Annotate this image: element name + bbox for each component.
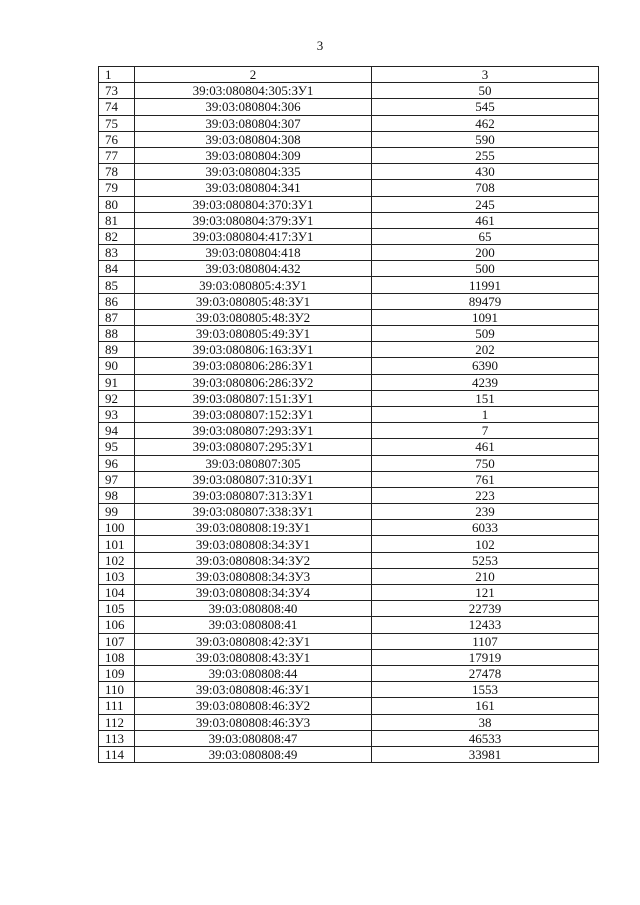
cadastral-number-cell: 39:03:080804:341: [135, 180, 372, 196]
area-cell: 255: [372, 147, 599, 163]
row-number-cell: 112: [99, 714, 135, 730]
table-row: [99, 730, 599, 746]
table-row: [99, 293, 599, 309]
row-number-cell: 114: [99, 746, 135, 762]
area-cell: 161: [372, 698, 599, 714]
cadastral-number-cell: 39:03:080808:40: [135, 601, 372, 617]
row-number-cell: 113: [99, 730, 135, 746]
table-row: [99, 504, 599, 520]
row-number-cell: 97: [99, 471, 135, 487]
table-row: [99, 746, 599, 762]
row-number-cell: 102: [99, 552, 135, 568]
table-row: [99, 568, 599, 584]
cadastral-number-cell: 39:03:080807:338:ЗУ1: [135, 504, 372, 520]
cadastral-number-cell: 39:03:080807:151:ЗУ1: [135, 390, 372, 406]
area-cell: 89479: [372, 293, 599, 309]
row-number-cell: 107: [99, 633, 135, 649]
table-row: [99, 698, 599, 714]
column-header-2: 2: [135, 67, 372, 83]
area-cell: 461: [372, 212, 599, 228]
table-row: [99, 147, 599, 163]
table-row: [99, 277, 599, 293]
area-cell: 210: [372, 568, 599, 584]
area-cell: 461: [372, 439, 599, 455]
row-number-cell: 77: [99, 147, 135, 163]
cadastral-number-cell: 39:03:080808:41: [135, 617, 372, 633]
table-row: [99, 131, 599, 147]
area-cell: 27478: [372, 665, 599, 681]
cadastral-number-cell: 39:03:080808:34:ЗУ2: [135, 552, 372, 568]
row-number-cell: 73: [99, 83, 135, 99]
table-row: [99, 423, 599, 439]
table-row: [99, 342, 599, 358]
row-number-cell: 86: [99, 293, 135, 309]
area-cell: 38: [372, 714, 599, 730]
table-row: [99, 439, 599, 455]
area-cell: 509: [372, 326, 599, 342]
area-cell: 545: [372, 99, 599, 115]
cadastral-number-cell: 39:03:080806:286:ЗУ2: [135, 374, 372, 390]
area-cell: 50: [372, 83, 599, 99]
cadastral-number-cell: 39:03:080804:432: [135, 261, 372, 277]
table-row: [99, 180, 599, 196]
cadastral-number-cell: 39:03:080805:48:ЗУ2: [135, 309, 372, 325]
row-number-cell: 85: [99, 277, 135, 293]
cadastral-number-cell: 39:03:080804:418: [135, 245, 372, 261]
area-cell: 33981: [372, 746, 599, 762]
page-number: 3: [316, 38, 324, 53]
cadastral-number-cell: 39:03:080808:34:ЗУ3: [135, 568, 372, 584]
row-number-cell: 80: [99, 196, 135, 212]
cadastral-number-cell: 39:03:080804:370:ЗУ1: [135, 196, 372, 212]
table-row: [99, 682, 599, 698]
area-cell: 151: [372, 390, 599, 406]
cadastral-number-cell: 39:03:080804:379:ЗУ1: [135, 212, 372, 228]
table-row: [99, 536, 599, 552]
cadastral-number-cell: 39:03:080808:44: [135, 665, 372, 681]
cadastral-number-cell: 39:03:080807:310:ЗУ1: [135, 471, 372, 487]
row-number-cell: 87: [99, 309, 135, 325]
table-row: [99, 390, 599, 406]
table-row: [99, 665, 599, 681]
area-cell: 6033: [372, 520, 599, 536]
area-cell: 750: [372, 455, 599, 471]
area-cell: 200: [372, 245, 599, 261]
row-number-cell: 95: [99, 439, 135, 455]
row-number-cell: 79: [99, 180, 135, 196]
table-row: [99, 649, 599, 665]
table-row: [99, 471, 599, 487]
area-cell: 5253: [372, 552, 599, 568]
area-cell: 46533: [372, 730, 599, 746]
column-header-3: 3: [372, 67, 599, 83]
cadastral-number-cell: 39:03:080805:49:ЗУ1: [135, 326, 372, 342]
cadastral-number-cell: 39:03:080806:286:ЗУ1: [135, 358, 372, 374]
row-number-cell: 100: [99, 520, 135, 536]
row-number-cell: 74: [99, 99, 135, 115]
cadastral-number-cell: 39:03:080808:46:ЗУ1: [135, 682, 372, 698]
row-number-cell: 108: [99, 649, 135, 665]
row-number-cell: 98: [99, 487, 135, 503]
area-cell: 121: [372, 585, 599, 601]
cadastral-number-cell: 39:03:080804:335: [135, 164, 372, 180]
area-cell: 1553: [372, 682, 599, 698]
table-row: [99, 326, 599, 342]
area-cell: 761: [372, 471, 599, 487]
table-row: [99, 455, 599, 471]
row-number-cell: 88: [99, 326, 135, 342]
table-row: [99, 212, 599, 228]
area-cell: 462: [372, 115, 599, 131]
area-cell: 1107: [372, 633, 599, 649]
cadastral-number-cell: 39:03:080807:313:ЗУ1: [135, 487, 372, 503]
cadastral-number-cell: 39:03:080808:34:ЗУ4: [135, 585, 372, 601]
row-number-cell: 83: [99, 245, 135, 261]
cadastral-number-cell: 39:03:080805:4:ЗУ1: [135, 277, 372, 293]
cadastral-number-cell: 39:03:080808:47: [135, 730, 372, 746]
table-row: [99, 164, 599, 180]
area-cell: 1: [372, 406, 599, 422]
table-header: [99, 67, 599, 83]
row-number-cell: 109: [99, 665, 135, 681]
table-row: [99, 196, 599, 212]
area-cell: 11991: [372, 277, 599, 293]
area-cell: 12433: [372, 617, 599, 633]
table-row: [99, 245, 599, 261]
row-number-cell: 105: [99, 601, 135, 617]
area-cell: 6390: [372, 358, 599, 374]
table-row: [99, 633, 599, 649]
row-number-cell: 78: [99, 164, 135, 180]
table-row: [99, 358, 599, 374]
table-row: [99, 228, 599, 244]
cadastral-number-cell: 39:03:080807:293:ЗУ1: [135, 423, 372, 439]
row-number-cell: 92: [99, 390, 135, 406]
table-row: [99, 585, 599, 601]
cadastral-number-cell: 39:03:080808:42:ЗУ1: [135, 633, 372, 649]
cadastral-number-cell: 39:03:080804:308: [135, 131, 372, 147]
cadastral-number-cell: 39:03:080804:307: [135, 115, 372, 131]
table-row: [99, 83, 599, 99]
cadastral-number-cell: 39:03:080807:152:ЗУ1: [135, 406, 372, 422]
row-number-cell: 76: [99, 131, 135, 147]
cadastral-number-cell: 39:03:080804:306: [135, 99, 372, 115]
cadastral-number-cell: 39:03:080804:305:ЗУ1: [135, 83, 372, 99]
row-number-cell: 104: [99, 585, 135, 601]
area-cell: 239: [372, 504, 599, 520]
area-cell: 22739: [372, 601, 599, 617]
row-number-cell: 82: [99, 228, 135, 244]
table-row: [99, 601, 599, 617]
area-cell: 17919: [372, 649, 599, 665]
area-cell: 1091: [372, 309, 599, 325]
table-row: [99, 617, 599, 633]
row-number-cell: 89: [99, 342, 135, 358]
area-cell: 245: [372, 196, 599, 212]
row-number-cell: 101: [99, 536, 135, 552]
cadastral-number-cell: 39:03:080808:19:ЗУ1: [135, 520, 372, 536]
table-row: [99, 406, 599, 422]
cadastral-number-cell: 39:03:080804:309: [135, 147, 372, 163]
area-cell: 102: [372, 536, 599, 552]
area-cell: 7: [372, 423, 599, 439]
cadastral-number-cell: 39:03:080805:48:ЗУ1: [135, 293, 372, 309]
table-row: [99, 520, 599, 536]
cadastral-number-cell: 39:03:080808:46:ЗУ3: [135, 714, 372, 730]
table-row: [99, 374, 599, 390]
table-body: [99, 83, 599, 763]
cadastral-number-cell: 39:03:080806:163:ЗУ1: [135, 342, 372, 358]
row-number-cell: 81: [99, 212, 135, 228]
row-number-cell: 99: [99, 504, 135, 520]
area-cell: 500: [372, 261, 599, 277]
row-number-cell: 84: [99, 261, 135, 277]
row-number-cell: 106: [99, 617, 135, 633]
area-cell: 65: [372, 228, 599, 244]
area-cell: 223: [372, 487, 599, 503]
table-header-row: [99, 67, 599, 83]
column-header-1: 1: [99, 67, 135, 83]
cadastral-number-cell: 39:03:080807:305: [135, 455, 372, 471]
table-row: [99, 714, 599, 730]
area-cell: 4239: [372, 374, 599, 390]
cadastral-number-cell: 39:03:080807:295:ЗУ1: [135, 439, 372, 455]
area-cell: 430: [372, 164, 599, 180]
row-number-cell: 90: [99, 358, 135, 374]
row-number-cell: 93: [99, 406, 135, 422]
row-number-cell: 91: [99, 374, 135, 390]
cadastral-number-cell: 39:03:080808:46:ЗУ2: [135, 698, 372, 714]
row-number-cell: 94: [99, 423, 135, 439]
row-number-cell: 75: [99, 115, 135, 131]
table-row: [99, 309, 599, 325]
cadastral-number-cell: 39:03:080804:417:ЗУ1: [135, 228, 372, 244]
table-row: [99, 99, 599, 115]
row-number-cell: 111: [99, 698, 135, 714]
row-number-cell: 110: [99, 682, 135, 698]
area-cell: 590: [372, 131, 599, 147]
area-cell: 202: [372, 342, 599, 358]
cadastral-number-cell: 39:03:080808:34:ЗУ1: [135, 536, 372, 552]
row-number-cell: 96: [99, 455, 135, 471]
table-row: [99, 487, 599, 503]
area-cell: 708: [372, 180, 599, 196]
table-row: [99, 261, 599, 277]
table-row: [99, 552, 599, 568]
row-number-cell: 103: [99, 568, 135, 584]
cadastral-number-cell: 39:03:080808:43:ЗУ1: [135, 649, 372, 665]
table-row: [99, 115, 599, 131]
cadastral-table: [98, 66, 599, 763]
cadastral-number-cell: 39:03:080808:49: [135, 746, 372, 762]
